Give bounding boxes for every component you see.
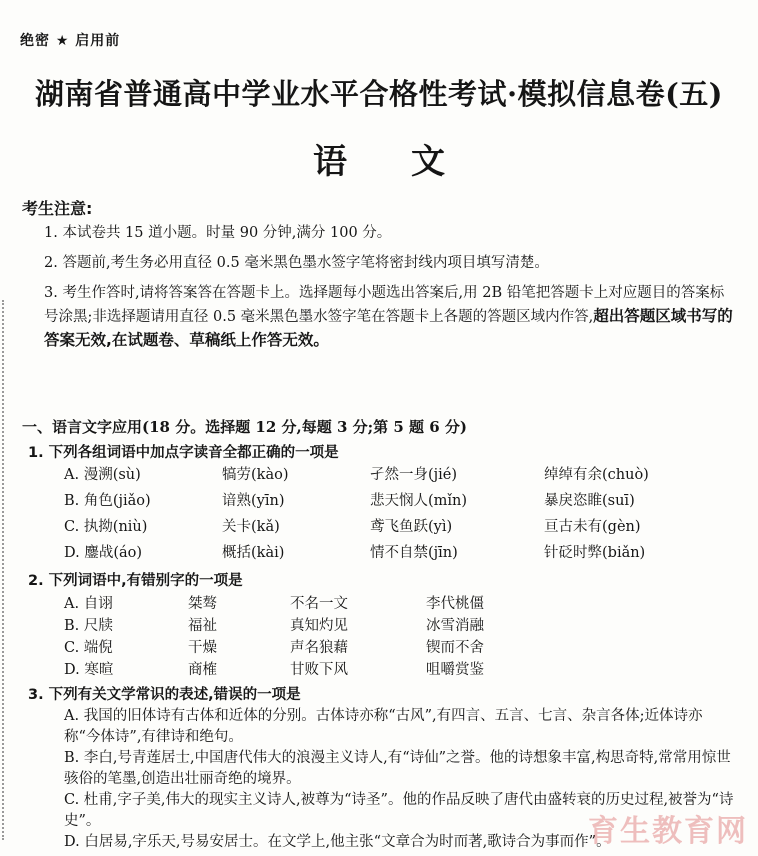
notice-item-3-text: 3. 考生作答时,请将答案答在答题卡上。选择题每小题选出答案后,用 2B 铅笔把答题卡上对应题目的答案标号涂黑;非选择题请用直径 0.5 毫米黑色墨水签字笔在答题卡上各题的答题区域内作答, xyxy=(44,285,725,325)
exam-title: 湖南省普通高中学业水平合格性考试·模拟信息卷(五) xyxy=(34,77,724,111)
q2-word: 桀骜 xyxy=(188,596,217,612)
notice-item-3 xyxy=(44,282,734,353)
notice-emphasis: 超出答题区域书写的答案无效,在试题卷、草稿纸上作答无效。 xyxy=(44,307,733,349)
binding-margin xyxy=(2,300,10,840)
secret-mark: 绝密 ★ 启用前 xyxy=(20,33,121,49)
q1-word: 针砭时弊(biǎn) xyxy=(544,545,646,561)
question-1-stem: 1. 下列各组词语中加点字读音全都正确的一项是 xyxy=(28,445,339,461)
watermark: 育生教育网 xyxy=(588,814,748,849)
q3-option-c: C. 杜甫,字子美,伟大的现实主义诗人,被尊为“诗圣”。他的作品反映了唐代由盛转衰的历史过程,被誉为“诗史”。 xyxy=(64,792,734,829)
q3-option-b: B. 李白,号青莲居士,中国唐代伟大的浪漫主义诗人,有“诗仙”之誉。他的诗想象丰富,构思奇特,常常用惊世骇俗的笔墨,创造出壮丽奇绝的境界。 xyxy=(64,750,731,787)
q1-option-a: A. 漫溯(sù) xyxy=(64,467,141,483)
question-2-stem: 2. 下列词语中,有错别字的一项是 xyxy=(28,573,243,589)
q1-option-c: C. 执拗(niù) xyxy=(64,519,148,535)
q1-word: 犒劳(kào) xyxy=(222,467,289,483)
q2-word: 锲而不舍 xyxy=(426,640,484,656)
q1-word: 亘古未有(gèn) xyxy=(544,519,641,535)
q2-option-a: A. 自诩 xyxy=(64,596,113,612)
q2-word: 声名狼藉 xyxy=(290,640,348,656)
subject-title: 语文 xyxy=(313,142,509,182)
q1-word: 概括(kài) xyxy=(222,545,285,561)
q2-word: 真知灼见 xyxy=(290,618,348,634)
q1-word: 绰绰有余(chuò) xyxy=(544,467,649,483)
q1-word: 关卡(kǎ) xyxy=(222,519,280,535)
q1-word: 谙熟(yīn) xyxy=(222,493,285,509)
q1-option-b: B. 角色(jiǎo) xyxy=(64,493,151,509)
q2-word: 李代桃僵 xyxy=(426,596,484,612)
q3-option-d: D. 白居易,字乐天,号易安居士。在文学上,他主张“文章合为时而著,歌诗合为事而作”。 xyxy=(64,834,611,850)
section-heading: 一、语言文字应用(18 分。选择题 12 分,每题 3 分;第 5 题 6 分) xyxy=(22,418,468,436)
q2-word: 不名一文 xyxy=(290,596,348,612)
q2-word: 干燥 xyxy=(188,640,217,656)
notice-item-1: 1. 本试卷共 15 道小题。时量 90 分钟,满分 100 分。 xyxy=(44,225,392,241)
q2-word: 商榷 xyxy=(188,662,217,678)
q1-word: 孑然一身(jié) xyxy=(370,467,458,483)
q2-option-d: D. 寒暄 xyxy=(64,662,114,678)
q2-option-b: B. 尺牍 xyxy=(64,618,113,634)
q3-option-a: A. 我国的旧体诗有古体和近体的分别。古体诗亦称“古风”,有四言、五言、七言、杂言各体;近体诗亦称“今体诗”,有律诗和绝句。 xyxy=(64,708,703,745)
q1-word: 悲天悯人(mǐn) xyxy=(370,493,468,509)
q2-word: 甘败下风 xyxy=(290,662,348,678)
q1-option-d: D. 鏖战(áo) xyxy=(64,545,143,561)
notice-title: 考生注意: xyxy=(22,199,93,218)
q1-word: 情不自禁(jīn) xyxy=(370,545,458,561)
q1-word: 暴戾恣睢(suī) xyxy=(544,493,635,509)
question-3-stem: 3. 下列有关文学常识的表述,错误的一项是 xyxy=(28,687,301,703)
q2-word: 咀嚼赏鉴 xyxy=(426,662,484,678)
q1-word: 鸢飞鱼跃(yì) xyxy=(370,519,453,535)
q2-word: 冰雪消融 xyxy=(426,618,484,634)
q2-option-c: C. 端倪 xyxy=(64,640,113,656)
notice-item-2: 2. 答题前,考生务必用直径 0.5 毫米黑色墨水签字笔将密封线内项目填写清楚。 xyxy=(44,255,549,271)
q2-word: 福祉 xyxy=(188,618,217,634)
